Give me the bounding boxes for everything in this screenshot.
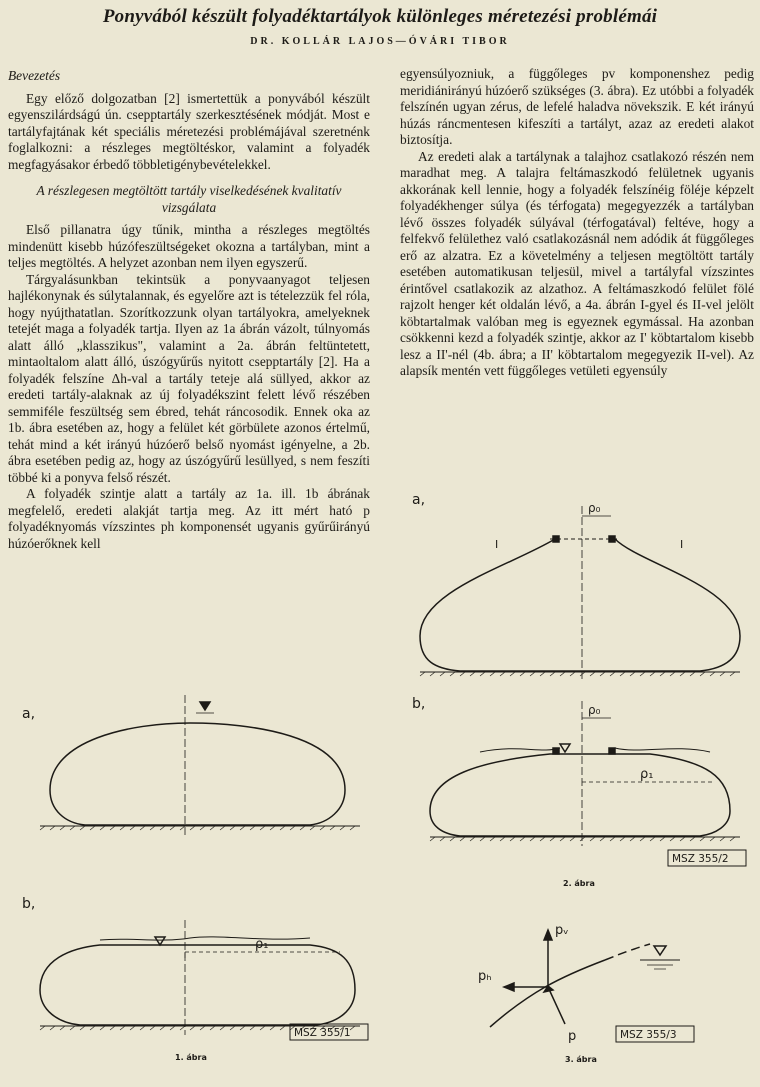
fig2-dim-b: ρ₁ bbox=[640, 767, 654, 782]
fig2-dim-top: ρ₀ bbox=[588, 501, 601, 515]
heading-section: A részlegesen megtöltött tartály viselkedésének kvalitatív vizsgálata bbox=[36, 183, 342, 215]
fig3-caption: 3. ábra bbox=[565, 1055, 597, 1064]
left-column bbox=[8, 66, 370, 552]
figure-2 bbox=[400, 486, 755, 896]
fig1-label-b: b, bbox=[22, 896, 36, 912]
heading-intro: Bevezetés bbox=[8, 68, 61, 83]
fig3-label-ph: pₕ bbox=[478, 969, 492, 984]
fig2-label-I-left: I bbox=[495, 538, 499, 551]
figure-3 bbox=[440, 912, 740, 1072]
fig2-caption: 2. ábra bbox=[563, 879, 595, 888]
fig2-label-a: a, bbox=[412, 492, 426, 508]
fig1-dim-label: ρ₁ bbox=[255, 937, 269, 952]
right-column bbox=[400, 66, 754, 380]
fig2-label-I-right: I bbox=[680, 538, 684, 551]
fig1-caption: 1. ábra bbox=[175, 1053, 207, 1062]
paragraph: A folyadék szintje alatt a tartály az 1a. ill. 1b ábrának megfelelő, eredeti alakját tartja meg. Az itt mért ható p folyadéknyomás vízszintes ph komponensét ugyanis gyűrűirányú húzóerőknek kell bbox=[8, 486, 370, 551]
fig2-stamp: MSZ 355/2 bbox=[672, 853, 729, 865]
authors: DR. KOLLÁR LAJOS—ÓVÁRI TIBOR bbox=[250, 36, 510, 47]
paragraph: Az eredeti alak a tartálynak a talajhoz csatlakozó részén nem maradhat meg. A talajra feltámaszkodó felületnek ugyanis akkorának kell lennie, hogy a folyadék felszínéig föléje képzelt folyadékhenger súlya (és térfogata) megegyezzék a tartályban lévő összes folyadék súlyával (térfogatával) feltéve, hogy a felfekvő felülethez való csatlakozásnál nem adódik át függőleges erő az alzatra. Ez a követelmény a teljesen megtöltött tartály esetében automatikusan teljesül, mivel a tartályfal vízszintes érintővel csatlakozik az alzathoz. A feltámaszkodó felület fölé rajzolt henger két oldalán lévő, a 4a. ábrán I-gyel és II-vel jelölt köbtartalmak valóban meg is egyeznek egymással. Ha azonban csökkenni kezd a folyadék szintje, akkor az I' köbtartalom kisebb lesz a II'-nél (4b. ábra; a II' köbtartalom megegyezik II-vel). Az alapsík mentén vett függőleges vetületi egyensúly bbox=[400, 148, 754, 378]
fig3-label-pv: pᵥ bbox=[555, 923, 569, 938]
paragraph: Tárgyalásunkban tekintsük a ponyvaanyagot teljesen hajlékonynak és súlytalannak, és egyelőre azt is tételezzük fel róla, hogy nyújthatatlan. Szorítkozzunk olyan tartályokra, amelyeknek tetejét maga a folyadék tartja. Ilyen az 1a ábrán vázolt, túlnyomás alatt álló „klasszikus", valamint a 2a. ábrán feltüntetett, mintaoltalom alatt álló, úszógyűrűs nyitott csepptartály [2]. Ha a folyadék felszíne Δh-val a tartály teteje alá süllyed, akkor az eredeti tartály-alaknak az új folyadékszint felett lévő részében semmiféle feszültség sem ébred, tehát ráncosodik. Ennek oka az 1b. ábra esetében az, hogy a felület két görbülete azonos értelmű, tehát mind a két irányú húzóerő belső nyomást igényelne, a 2b. ábra esetében pedig az, hogy az úszógyűrű lesüllyed, s nem feszíti többé ki a ponyva felső részét. bbox=[8, 271, 370, 485]
paragraph: Egy előző dolgozatban [2] ismertettük a ponyvából készült egyenszilárdságú ún. csepptartály szerkesztésének módját. Most e tartályfajtának két speciális méretezési problémájával szeretnénk foglalkozni: a részleges megtöltéskor, valamint a folyadék megfagyásakor érbedő többletigénybevételekkel. bbox=[8, 90, 370, 172]
fig2-label-b: b, bbox=[412, 696, 426, 712]
article-title: Ponyvából készült folyadéktartályok különleges méretezési problémái bbox=[102, 6, 658, 27]
fig3-stamp: MSZ 355/3 bbox=[620, 1029, 677, 1041]
fig1-stamp: MSZ 355/1 bbox=[294, 1027, 351, 1039]
paragraph: egyensúlyozniuk, a függőleges pv komponenshez pedig meridiánirányú húzóerő szükséges (3. ábra). Ez utóbbi a folyadék felszínén ugyan zérus, de lefelé haladva növekszik. E két irányú húzás ráncmentesen kifeszíti a tartályt, azaz az eredeti alakot biztosítja. bbox=[400, 66, 754, 147]
fig2-dim-b-top: ρ₀ bbox=[588, 703, 601, 717]
figure-1 bbox=[10, 690, 380, 1080]
paragraph: Első pillanatra úgy tűnik, mintha a részleges megtöltés mindenütt kisebb húzófeszültségeket okozna a tartályban, mint a teljes megtöltés. A helyzet azonban nem ilyen egyszerű. bbox=[8, 222, 370, 270]
fig3-label-p: p bbox=[568, 1029, 577, 1044]
fig1-label-a: a, bbox=[22, 706, 36, 722]
